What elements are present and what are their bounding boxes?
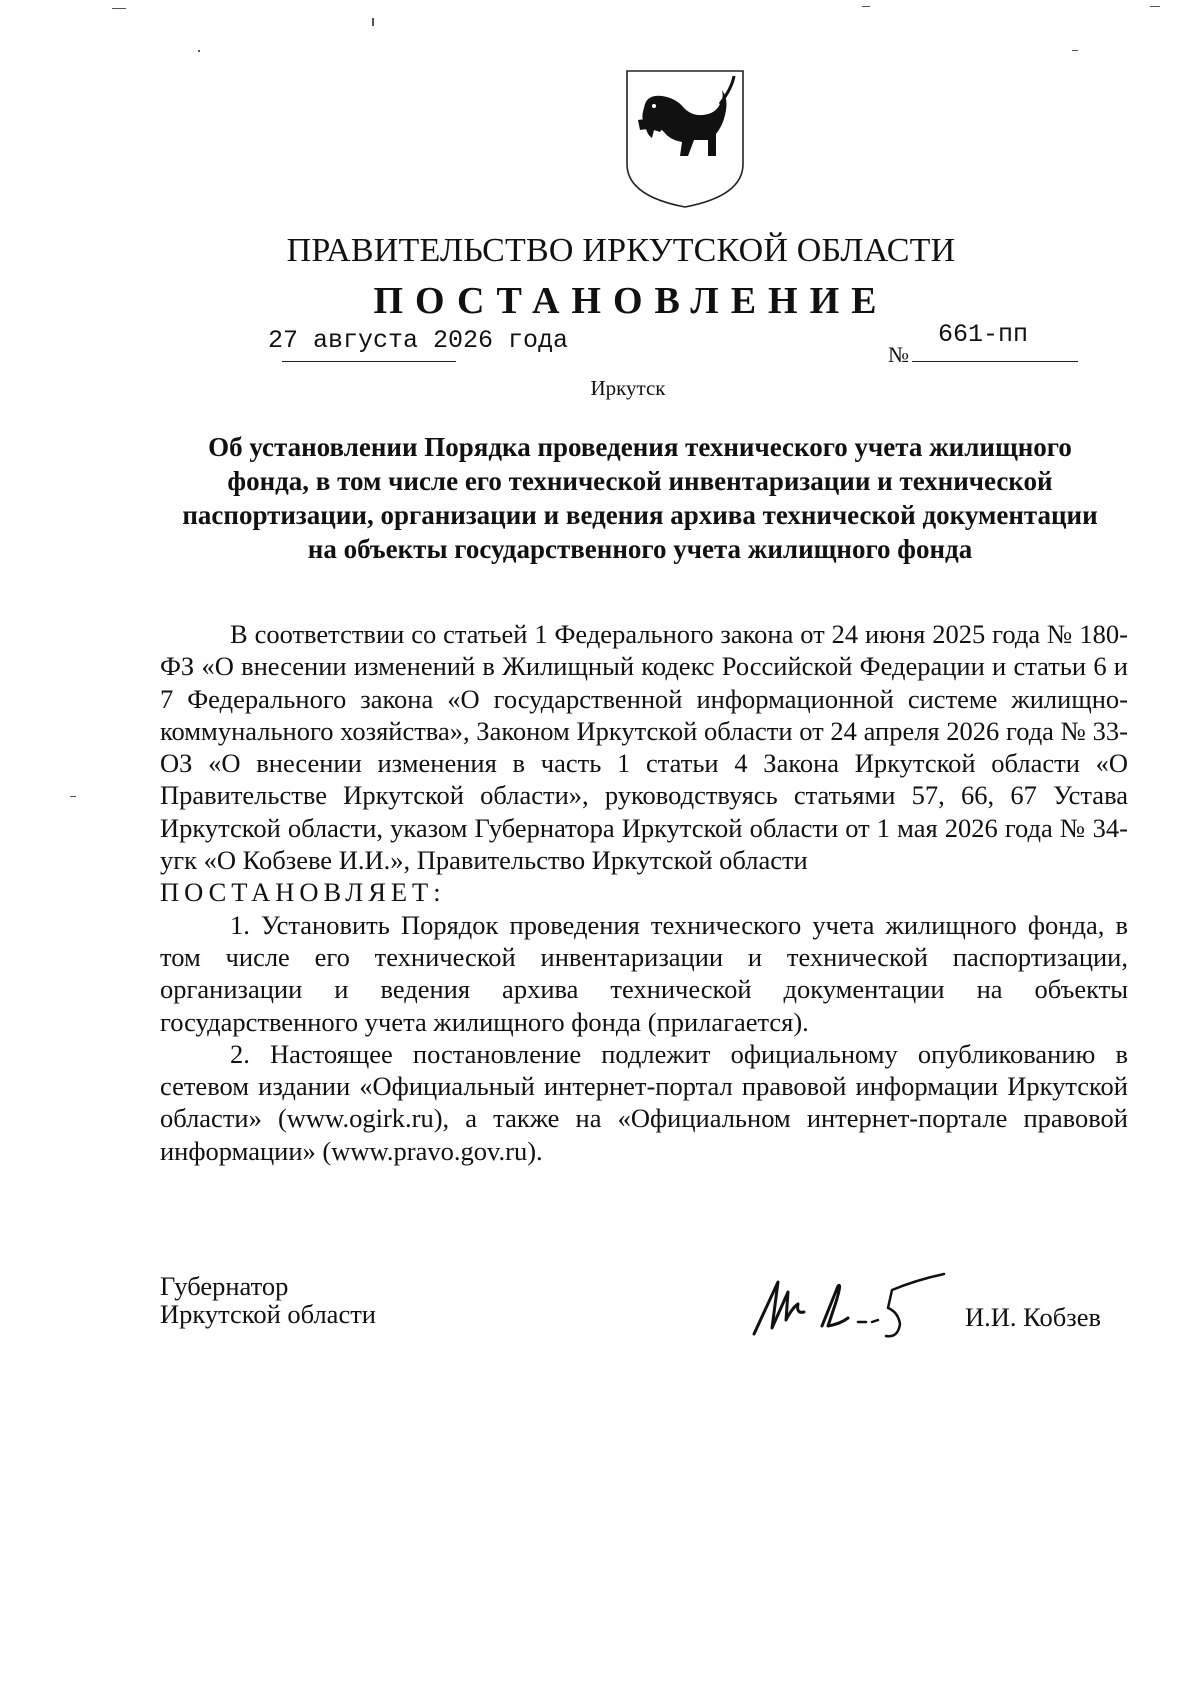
scan-speck — [862, 6, 870, 7]
number-sign: № — [888, 342, 909, 367]
document-type-heading: ПОСТАНОВЛЕНИЕ — [373, 280, 889, 322]
signer-position — [160, 1272, 376, 1328]
date-underline — [282, 361, 456, 362]
signer-name: И.И. Кобзев — [965, 1302, 1101, 1332]
document-title: Об установлении Порядка проведения технического учета жилищного фонда, в том числе его технической инвентаризации и технической паспортизации, организации и ведения архива технической документации на объекты государственного учета жилищного фонда — [182, 432, 1098, 564]
handwritten-signature — [748, 1268, 948, 1348]
number-underline — [912, 361, 1078, 362]
issue-city: Иркутск — [590, 376, 666, 400]
scan-speck — [1150, 6, 1160, 7]
scan-speck — [70, 796, 76, 797]
document-date: 27 августа 2026 года — [268, 326, 569, 355]
issuing-authority: ПРАВИТЕЛЬСТВО ИРКУТСКОЙ ОБЛАСТИ — [286, 232, 956, 269]
coat-of-arms-icon — [624, 68, 746, 210]
decree-item: 2. Настоящее постановление подлежит официальному опубликованию в сетевом издании «Официальный интернет-портал правовой информации Иркутской области» (www.ogirk.ru), а также на «Официальном интернет-портале правовой информации» (www.pravo.gov.ru). — [160, 1038, 1128, 1166]
scan-speck — [198, 50, 200, 52]
decree-word: ПОСТАНОВЛЯЕТ: — [160, 877, 446, 908]
scan-speck — [112, 8, 126, 9]
signer-position-line: Губернатор — [160, 1271, 289, 1301]
signer-position-line: Иркутской области — [160, 1299, 376, 1329]
document-number: 661-пп — [938, 320, 1029, 349]
decree-item: 1. Установить Порядок проведения технического учета жилищного фонда, в том числе его технической инвентаризации и технической паспортизации, организации и ведения архива технической документации на объекты государственного учета жилищного фонда (прилагается). — [160, 909, 1128, 1037]
preamble-paragraph: В соответствии со статьей 1 Федерального закона от 24 июня 2025 года № 180-ФЗ «О внесении изменений в Жилищный кодекс Российской Федерации и статьи 6 и 7 Федерального закона «О государственной информационной системе жилищно-коммунального хозяйства», Законом Иркутской области от 24 апреля 2026 года № 33-ОЗ «О внесении изменения в часть 1 статьи 4 Закона Иркутской области «О Правительстве Иркутской области», руководствуясь статьями 57, 66, 67 Устава Иркутской области, указом Губернатора Иркутской области от 1 мая 2026 года № 34-угк «О Кобзеве И.И.», Правительство Иркутской области — [160, 619, 1128, 876]
scan-speck — [372, 18, 374, 26]
scan-speck — [1072, 50, 1078, 51]
document-body — [160, 618, 1128, 1167]
